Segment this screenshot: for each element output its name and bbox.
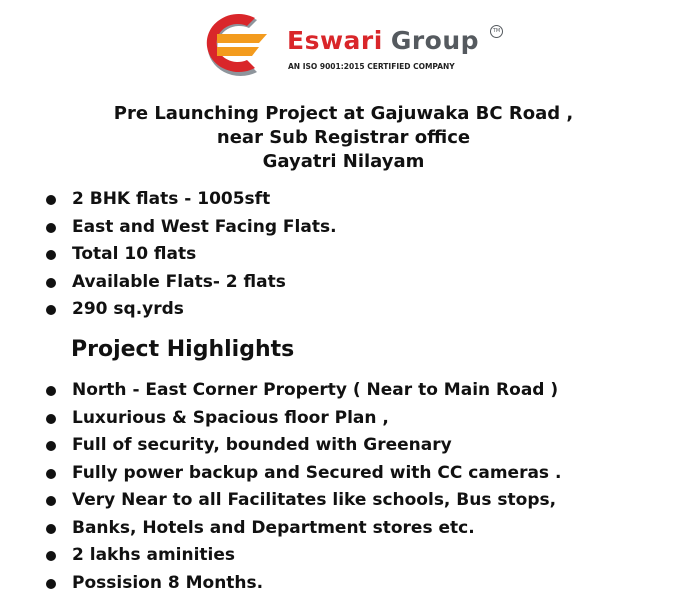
bullet-icon [46, 496, 56, 506]
feature-text: 290 sq.yrds [72, 299, 184, 319]
highlight-item [46, 542, 561, 570]
highlight-text: 2 lakhs aminities [72, 545, 236, 565]
highlights-list [46, 377, 561, 597]
feature-item [46, 269, 337, 297]
bullet-icon [46, 250, 56, 260]
bullet-icon [46, 441, 56, 451]
bullet-icon [46, 305, 56, 315]
feature-text: 2 BHK flats - 1005sft [72, 189, 271, 209]
certification-tagline: AN ISO 9001:2015 CERTIFIED COMPANY [288, 62, 455, 71]
feature-item [46, 296, 337, 324]
feature-item [46, 241, 337, 269]
bullet-icon [46, 195, 56, 205]
bullet-icon [46, 469, 56, 479]
highlight-item [46, 515, 561, 543]
highlight-item [46, 487, 561, 515]
feature-text: Available Flats- 2 flats [72, 271, 286, 292]
bullet-icon [46, 386, 56, 396]
intro-line-1: Pre Launching Project at Gajuwaka BC Road , [113, 103, 574, 124]
highlight-text: Luxurious & Spacious floor Plan , [72, 407, 389, 428]
brand-word-group: Group [390, 26, 480, 55]
highlight-text: Very Near to all Facilitates like schools, Bus stops, [72, 490, 557, 510]
highlight-item [46, 460, 561, 488]
trademark-symbol: TM [490, 25, 503, 38]
intro-line-3: Gayatri Nilayam [262, 151, 425, 172]
highlight-item [46, 377, 561, 405]
highlight-text: North - East Corner Property ( Near to Main Road ) [72, 380, 559, 400]
eswari-logo-icon [183, 14, 269, 78]
highlight-text: Fully power backup and Secured with CC cameras . [72, 462, 562, 483]
highlight-item [46, 432, 561, 460]
bullet-icon [46, 223, 56, 233]
bullet-icon [46, 524, 56, 534]
feature-text: East and West Facing Flats. [72, 216, 337, 237]
bullet-icon [46, 278, 56, 288]
highlight-text: Full of security, bounded with Greenary [72, 435, 452, 455]
highlight-item [46, 570, 561, 598]
feature-list [46, 186, 337, 324]
feature-item [46, 186, 337, 214]
feature-item [46, 214, 337, 242]
highlight-text: Possision 8 Months. [72, 572, 264, 593]
project-intro [0, 102, 687, 174]
highlights-title: Project Highlights [71, 337, 295, 362]
feature-text: Total 10 flats [72, 244, 197, 264]
company-name [287, 26, 479, 55]
bullet-icon [46, 579, 56, 589]
bullet-icon [46, 551, 56, 561]
brand-word-eswari: Eswari [287, 26, 383, 55]
highlight-text: Banks, Hotels and Department stores etc. [72, 517, 475, 538]
intro-line-2: near Sub Registrar office [216, 127, 471, 148]
highlight-item [46, 405, 561, 433]
bullet-icon [46, 414, 56, 424]
company-header [0, 12, 687, 82]
